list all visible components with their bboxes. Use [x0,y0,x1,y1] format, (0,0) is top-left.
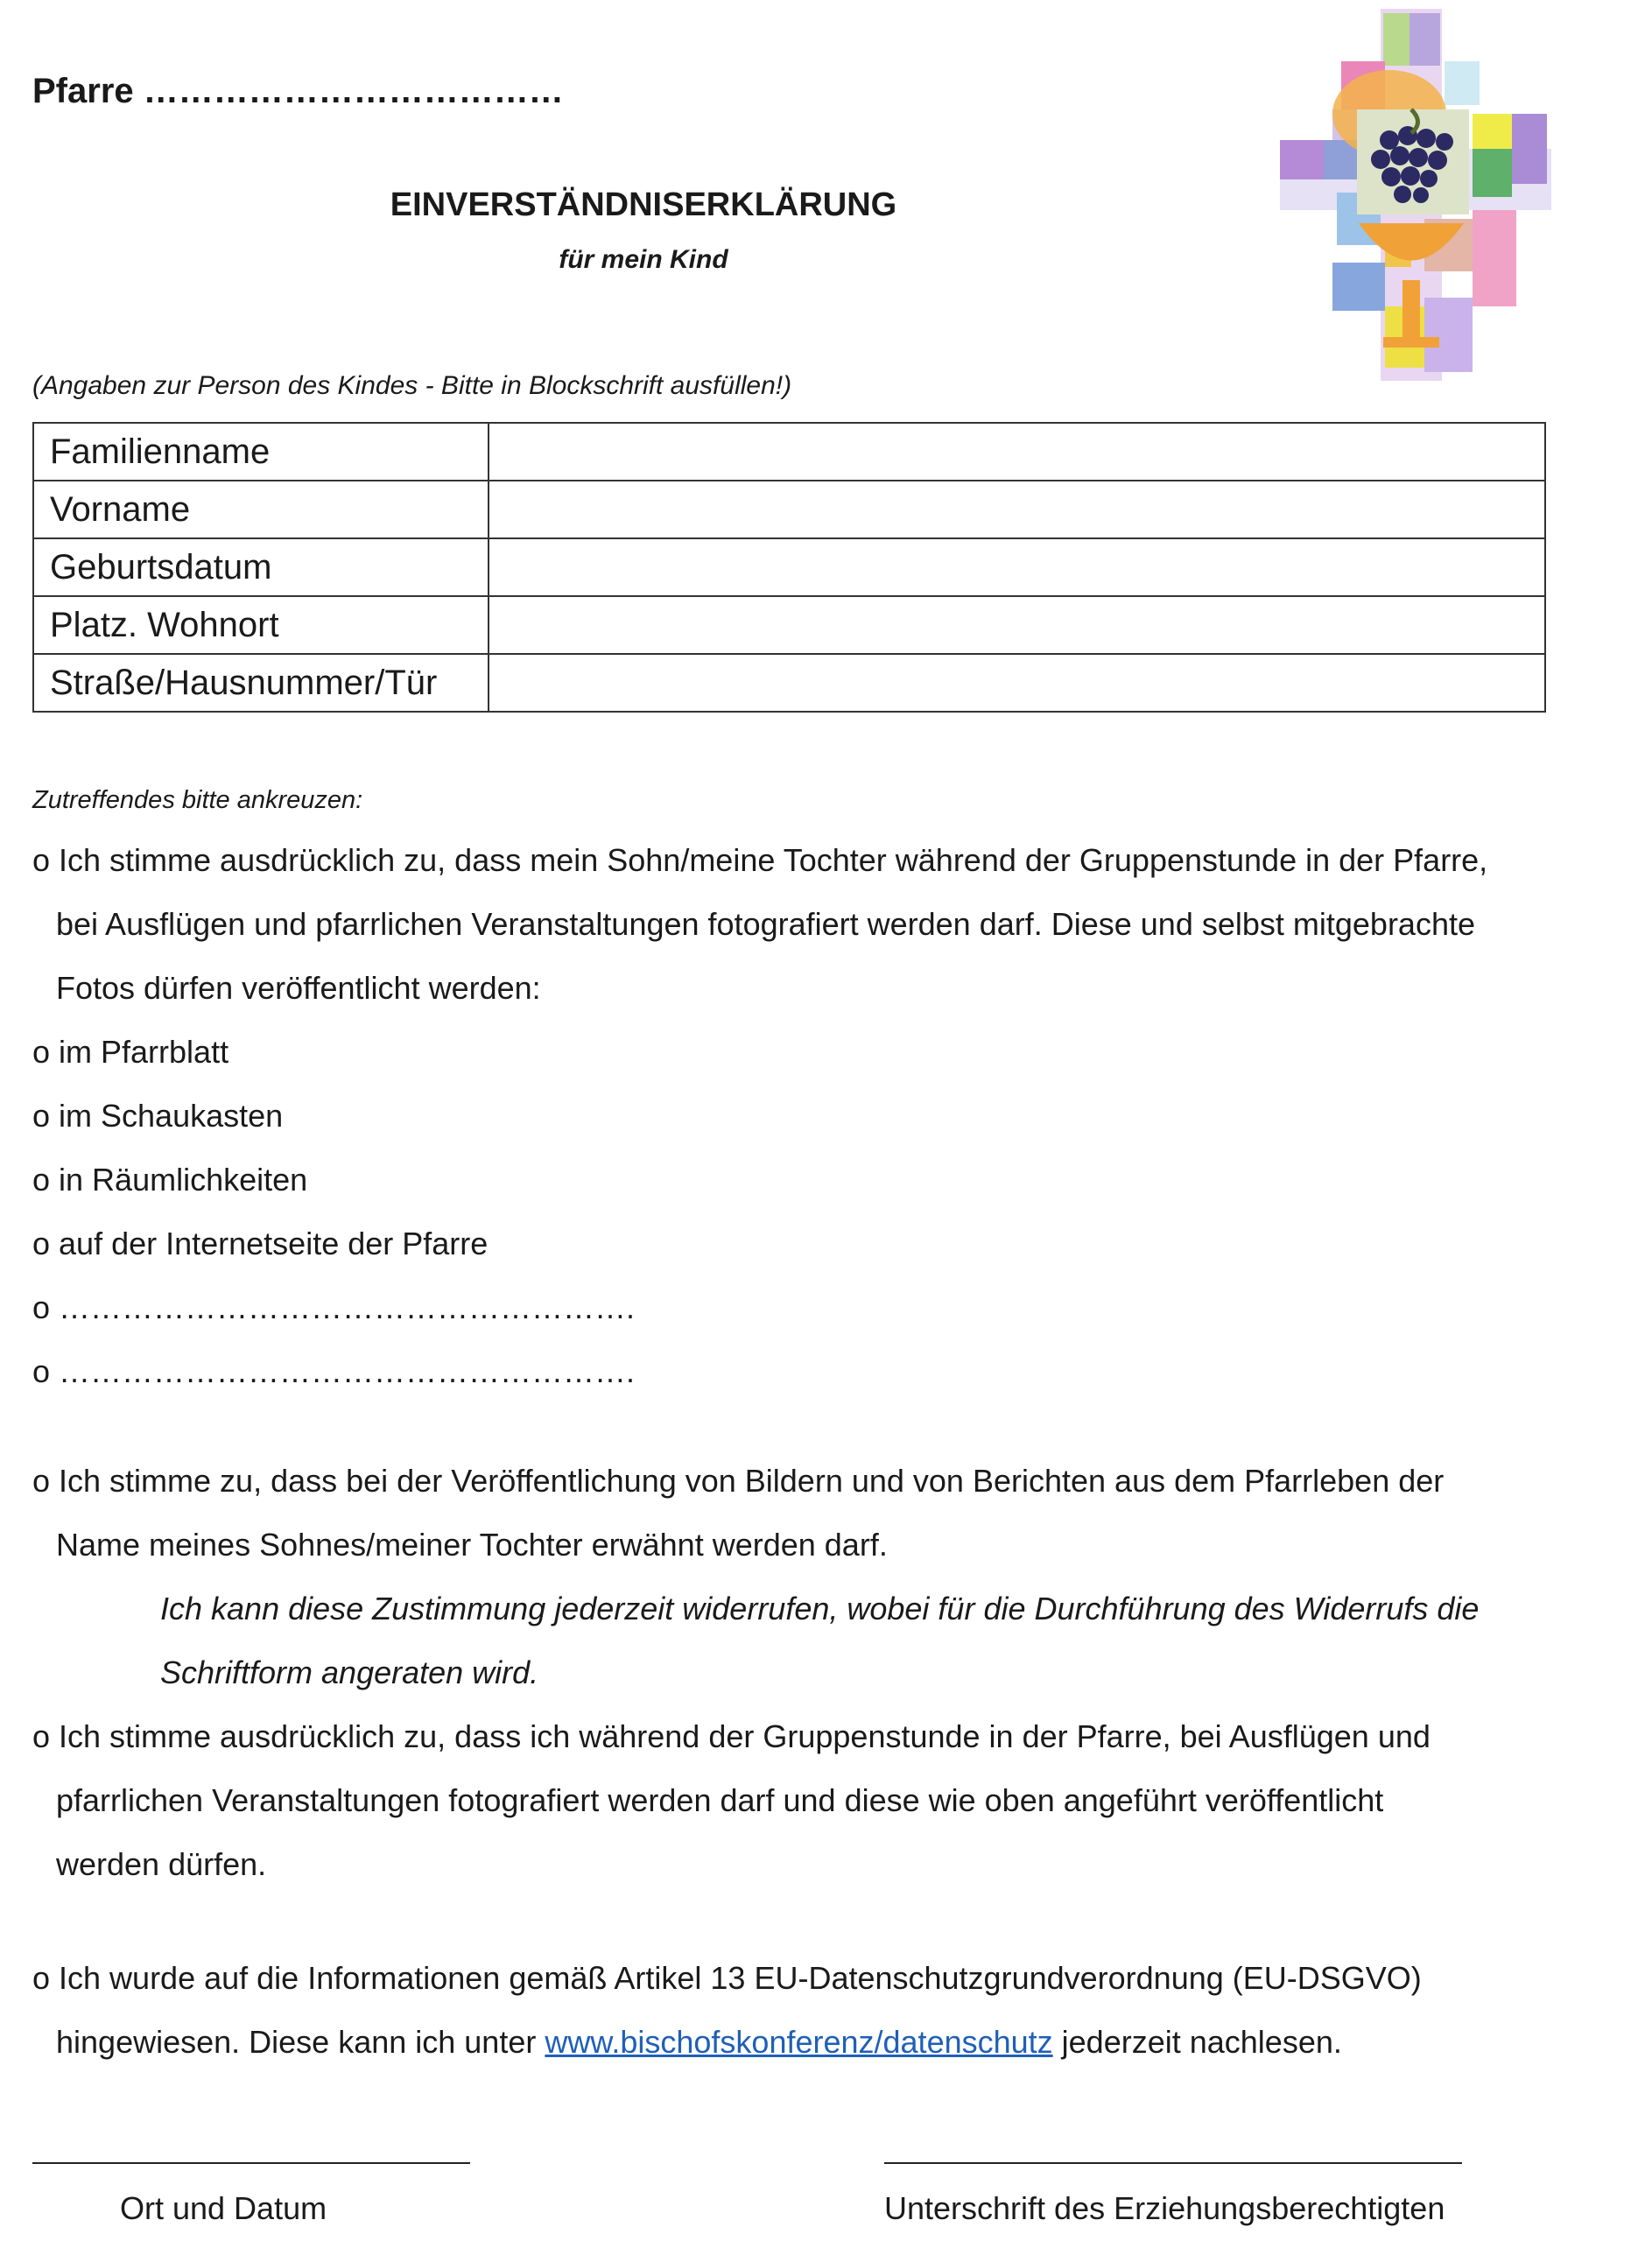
input-vorname[interactable] [489,481,1545,538]
option-custom-2[interactable]: o ………………………………………………. [32,1353,636,1389]
name-consent-block [32,1449,1479,1896]
self-consent-text: pfarrlichen Veranstaltungen fotografiert werden darf und diese wie oben angeführt veröffentlicht [56,1782,1384,1818]
photo-consent-option[interactable]: o Ich stimme ausdrücklich zu, dass mein Sohn/meine Tochter während der Gruppenstunde in der Pfarre, [32,842,1488,878]
checkbox-instruction: Zutreffendes bitte ankreuzen: [32,786,363,814]
document-title: EINVERSTÄNDNISERKLÄRUNG [390,186,897,223]
date-signature-line[interactable] [32,2162,470,2164]
date-place-label: Ort und Datum [120,2190,327,2226]
parish-field[interactable]: Pfarre ……………………………… [32,72,564,110]
input-strasse[interactable] [489,654,1545,712]
name-consent-text: Name meines Sohnes/meiner Tochter erwähnt werden darf. [56,1527,888,1563]
self-consent-option[interactable]: o Ich stimme ausdrücklich zu, dass ich während der Gruppenstunde in der Pfarre, bei Ausflügen und [32,1718,1431,1754]
revoke-note: Ich kann diese Zustimmung jederzeit widerrufen, wobei für die Durchführung des Widerrufs die [160,1591,1480,1626]
input-wohnort[interactable] [489,596,1545,654]
label-familienname: Familienname [33,423,489,481]
gdpr-block [32,1946,1422,2074]
photo-consent-text: Fotos dürfen veröffentlicht werden: [56,970,541,1006]
input-familienname[interactable] [489,423,1545,481]
label-geburtsdatum: Geburtsdatum [33,538,489,596]
name-consent-option[interactable]: o Ich stimme zu, dass bei der Veröffentlichung von Bildern und von Berichten aus dem Pfarrleben der [32,1463,1445,1499]
label-vorname: Vorname [33,481,489,538]
child-details-table [32,422,1546,713]
table-row [33,423,1545,481]
table-row [33,654,1545,712]
table-row [33,538,1545,596]
option-pfarrblatt[interactable]: o im Pfarrblatt [32,1034,229,1070]
cross-logo [1280,9,1551,381]
option-raeumlichkeiten[interactable]: o in Räumlichkeiten [32,1162,308,1198]
option-custom-1[interactable]: o ………………………………………………. [32,1289,636,1325]
gdpr-text-before: hingewiesen. Diese kann ich unter [56,2024,545,2060]
photo-consent-block [32,828,1487,1403]
table-row [33,596,1545,654]
table-row [33,481,1545,538]
document-subtitle: für mein Kind [559,245,728,274]
label-wohnort: Platz. Wohnort [33,596,489,654]
gdpr-text [32,2010,1422,2074]
revoke-note: Schriftform angeraten wird. [160,1654,539,1690]
input-geburtsdatum[interactable] [489,538,1545,596]
gdpr-option[interactable]: o Ich wurde auf die Informationen gemäß Artikel 13 EU-Datenschutzgrundverordnung (EU-DSGVO) [32,1960,1422,1996]
option-internetseite[interactable]: o auf der Internetseite der Pfarre [32,1226,489,1261]
self-consent-text: werden dürfen. [56,1846,267,1882]
label-strasse: Straße/Hausnummer/Tür [33,654,489,712]
guardian-signature-label: Unterschrift des Erziehungsberechtigten [884,2190,1445,2226]
guardian-signature-line[interactable] [884,2162,1462,2164]
fill-in-hint: (Angaben zur Person des Kindes - Bitte in Blockschrift ausfüllen!) [32,371,792,400]
option-schaukasten[interactable]: o im Schaukasten [32,1098,284,1134]
gdpr-text-after: jederzeit nachlesen. [1052,2024,1342,2060]
privacy-link[interactable]: www.bischofskonferenz/datenschutz [545,2024,1053,2060]
photo-consent-text: bei Ausflügen und pfarrlichen Veranstaltungen fotografiert werden darf. Diese und selbst mitgebrachte [56,906,1476,942]
